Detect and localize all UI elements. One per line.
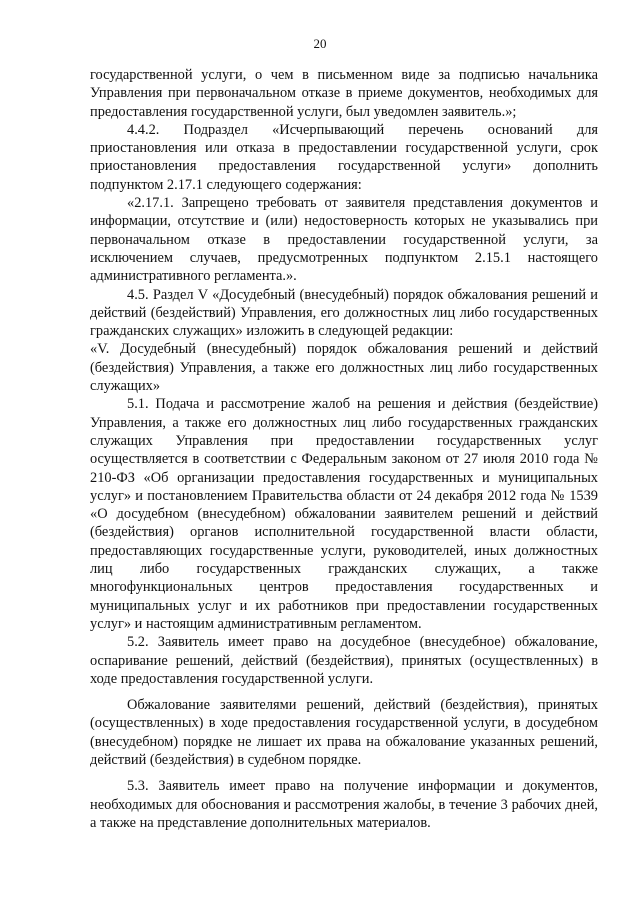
paragraph: 4.4.2. Подраздел «Исчерпывающий перечень оснований для приостановления или отказа в предоставлении государственной услуги, срок приостановления предоставления государственной услуги» дополнить подпунктом 2.17.1 следующего содержания: xyxy=(90,121,598,193)
paragraph: «2.17.1. Запрещено требовать от заявителя представления документов и информации, отсутствие и (или) недостоверность которых не указывались при первоначальном отказе в предоставлении государственной услуги, за исключением случаев, предусмотренных подпунктом 2.15.1 настоящего административного регламента.». xyxy=(90,195,598,285)
paragraph: 4.5. Раздел V «Досудебный (внесудебный) порядок обжалования решений и действий (бездействий) Управления, его должностных лиц либо государственных гражданских служащих» изложить в следующей редакции: xyxy=(90,286,598,340)
section-title: «V. Досудебный (внесудебный) порядок обжалования решений и действий (бездействия) Управления, а также его должностных лиц либо государственных служащих» xyxy=(90,341,598,395)
paragraph: Обжалование заявителями решений, действий (бездействия), принятых (осуществленных) в ходе предоставления государственной услуги, в досудебном (внесудебном) порядке не лишает их права на обжалование указанных решений, действий (бездействия) в судебном порядке. xyxy=(90,697,598,768)
document-body xyxy=(90,66,598,832)
paragraph: государственной услуги, о чем в письменном виде за подписью начальника Управления при первоначальном отказе в приеме документов, необходимых для предоставления государственной услуги, был уведомлен заявитель.»; xyxy=(90,67,598,120)
paragraph: 5.1. Подача и рассмотрение жалоб на решения и действия (бездействие) Управления, а также его должностных лиц либо государственных гражданских служащих Управления при предоставлении государственных услуг осуществляется в соответствии с Федеральным законом от 27 июля 2010 года № 210-ФЗ «Об организации предоставления государственных и муниципальных услуг» и постановлением Правительства области от 24 декабря 2012 года № 1539 «О досудебном (внесудебном) обжаловании заявителем решений и действий (бездействия) органов исполнительной государственной власти области, предоставляющих государственные услуги, руководителей, иных должностных лиц либо государственных гражданских служащих, а также многофункциональных центров предоставления государственных и муниципальных услуг и их работников при предоставлении государственных услуг» и настоящим административным регламентом. xyxy=(90,396,598,632)
paragraph: 5.2. Заявитель имеет право на досудебное (внесудебное) обжалование, оспаривание решений, действий (бездействия), принятых (осуществленных) в ходе предоставления государственной услуги. xyxy=(90,634,598,687)
paragraph: 5.3. Заявитель имеет право на получение информации и документов, необходимых для обоснования и рассмотрения жалобы, в течение 3 рабочих дней, а также на представление дополнительных материалов. xyxy=(90,778,598,831)
page-number: 20 xyxy=(313,36,327,51)
